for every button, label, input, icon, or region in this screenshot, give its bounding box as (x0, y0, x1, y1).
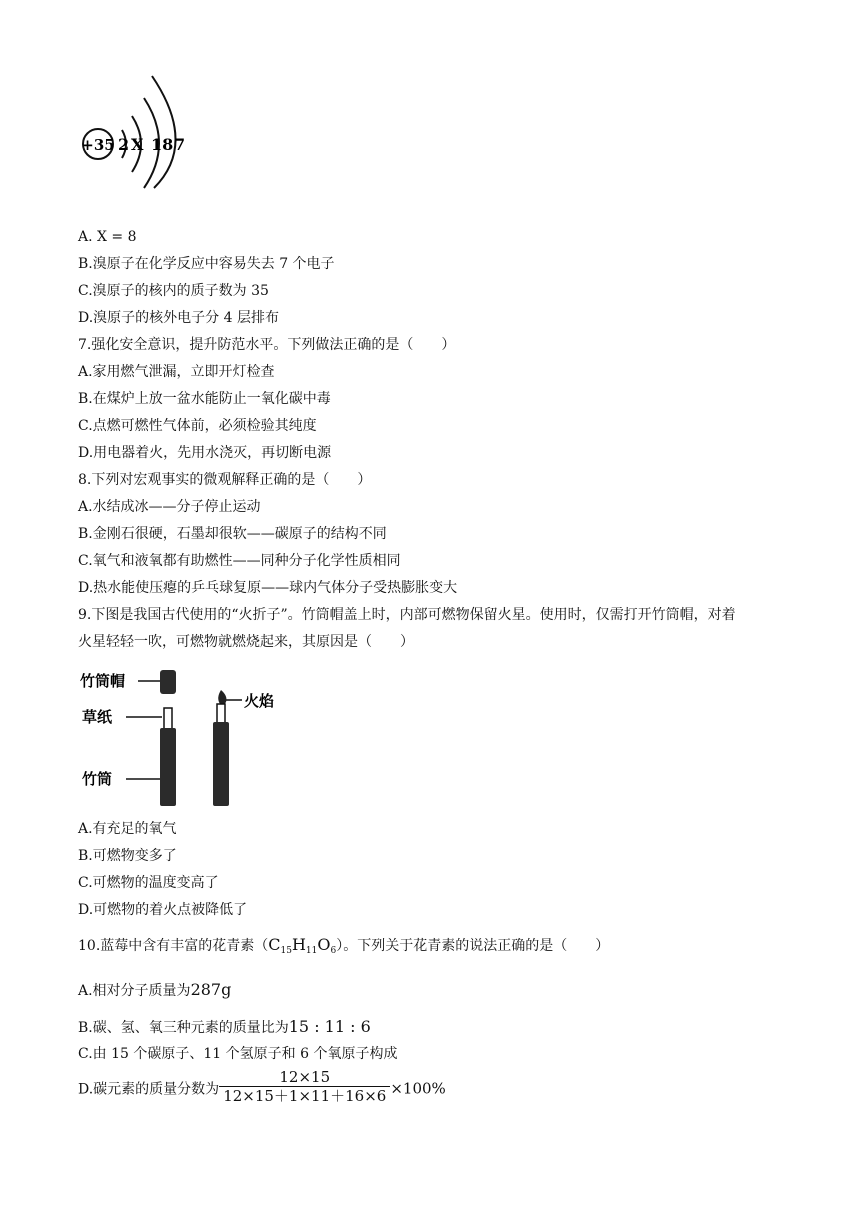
q7-option-d: D.用电器着火，先用水浇灭，再切断电源 (78, 445, 332, 461)
shell-1-count: 2 (118, 135, 130, 154)
q7-option-a: A.家用燃气泄漏，立即开灯检查 (78, 364, 275, 380)
q10-option-a-value: 287g (190, 980, 232, 999)
label-flame: 火焰 (244, 692, 275, 710)
q10-stem (78, 936, 609, 960)
fraction-suffix: ×100% (390, 1079, 446, 1098)
q8-option-b: B.金刚石很硬，石墨却很软——碳原子的结构不同 (78, 526, 387, 542)
q10-formula: $C_{15}H_{11}O_6$ (268, 935, 337, 956)
label-paper: 草纸 (82, 708, 113, 726)
q7-option-b: B.在煤炉上放一盆水能防止一氧化碳中毒 (78, 391, 331, 407)
flame-shape (218, 690, 226, 705)
q10-stem-after: ）。下列关于花青素的说法正确的是（ ） (336, 938, 610, 954)
q7-stem: 7.强化安全意识，提升防范水平。下列做法正确的是（ ） (78, 337, 456, 353)
label-tube: 竹筒 (82, 770, 113, 788)
shell-3-count: 18 (151, 135, 174, 154)
q8-option-d: D.热水能使压瘪的乒乓球复原——球内气体分子受热膨胀变大 (78, 580, 458, 596)
straw-paper (164, 708, 172, 730)
q10-option-b: B.碳、氢、氧三种元素的质量比为15 : 11 : 6 (78, 1017, 371, 1036)
shell-2-count: X (131, 135, 144, 154)
q8-option-a: A.水结成冰——分子停止运动 (78, 499, 261, 515)
q9-option-a: A.有充足的氧气 (78, 821, 177, 837)
q6-option-d: D.溴原子的核外电子分 4 层排布 (78, 310, 279, 326)
q9-option-d: D.可燃物的着火点被降低了 (78, 902, 248, 918)
q9-stem-line-2: 火星轻轻一吹，可燃物就燃烧起来，其原因是（ ） (78, 634, 414, 650)
fraction-numerator: 12×15 (219, 1068, 390, 1087)
bamboo-tube-left (160, 728, 176, 806)
label-cap: 竹筒帽 (80, 672, 126, 690)
q10-option-c: C.由 15 个碳原子、11 个氢原子和 6 个氧原子构成 (78, 1046, 398, 1062)
q7-option-c: C.点燃可燃性气体前，必须检验其纯度 (78, 418, 317, 434)
bromine-atom-structure-diagram (78, 72, 194, 190)
q9-option-c: C.可燃物的温度变高了 (78, 875, 219, 891)
nucleus-charge: +35 (81, 136, 115, 154)
q9-stem-line-1: 9.下图是我国古代使用的“火折子”。竹筒帽盖上时，内部可燃物保留火星。使用时，仅需打开竹筒帽，对着 (78, 607, 736, 623)
q8-option-c: C.氧气和液氧都有助燃性——同种分子化学性质相同 (78, 553, 401, 569)
shell-4-count: 7 (174, 135, 186, 154)
q10-stem-before: 10.蓝莓中含有丰富的花青素（ (78, 938, 269, 954)
shell-arc-4 (152, 76, 176, 188)
q10-option-a: A.相对分子质量为287g (78, 980, 232, 999)
q10-option-d: D.碳元素的质量分数为 $\frac{12\times 15}{12\times 15+1\times 11+16\times 6}$ ×100% (78, 1068, 446, 1105)
q8-stem: 8.下列对宏观事实的微观解释正确的是（ ） (78, 472, 372, 488)
q9-option-b: B.可燃物变多了 (78, 848, 177, 864)
q6-option-b: B.溴原子在化学反应中容易失去 7 个电子 (78, 256, 335, 272)
bamboo-tube-right (213, 722, 229, 806)
bamboo-cap (160, 670, 176, 694)
fire-starter-figure (80, 666, 300, 808)
q10-option-b-value: 15 : 11 : 6 (288, 1017, 371, 1036)
fraction-denominator: 12×15＋1×11＋16×6 (223, 1087, 387, 1105)
straw-paper-right (217, 704, 225, 724)
q6-option-c: C.溴原子的核内的质子数为 35 (78, 283, 269, 299)
mass-fraction (219, 1068, 390, 1105)
q6-option-a: A. X = 8 (78, 229, 137, 245)
